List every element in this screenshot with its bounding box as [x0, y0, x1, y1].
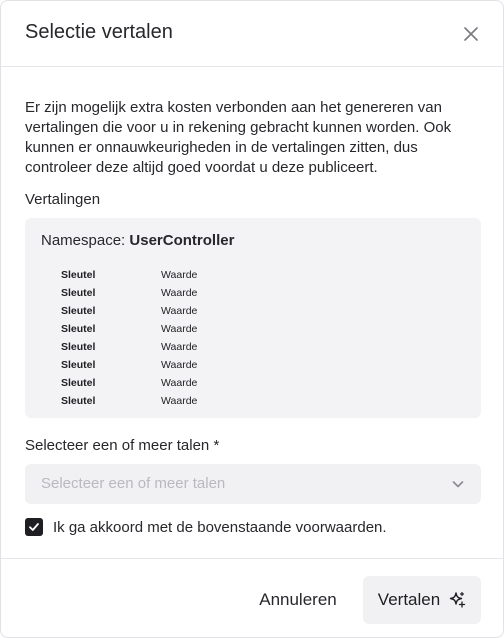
translation-key: Sleutel	[61, 377, 96, 389]
languages-select[interactable]	[25, 464, 481, 504]
translation-row	[61, 266, 465, 284]
translation-key: Sleutel	[61, 269, 96, 281]
close-icon	[464, 27, 478, 41]
translations-label: Vertalingen	[25, 191, 101, 208]
dialog-footer	[1, 558, 503, 638]
translation-value: Waarde	[161, 377, 198, 389]
translation-key: Sleutel	[61, 359, 96, 371]
translate-button-label: Vertalen	[377, 590, 441, 609]
translation-value: Waarde	[161, 305, 198, 317]
disclaimer-text: Er zijn mogelijk extra kosten verbonden aan het genereren van vertalingen die voor u in rekening gebracht kunnen worden. Ook kunnen er onnauwkeurigheden in de vertalingen zitten, dus controleer deze altijd goed voordat u deze publiceert.	[25, 99, 452, 176]
agreement-checkbox[interactable]	[25, 518, 43, 536]
translations-preview	[25, 218, 481, 418]
sparkles-icon	[448, 591, 466, 609]
translation-value: Waarde	[161, 323, 198, 335]
translation-row	[61, 356, 465, 374]
translation-row	[61, 302, 465, 320]
languages-select-placeholder: Selecteer een of meer talen	[41, 475, 226, 492]
agreement-label: Ik ga akkoord met de bovenstaande voorwaarden.	[53, 518, 387, 536]
key-value-list	[61, 266, 465, 410]
checkmark-icon	[28, 521, 40, 533]
translation-row	[61, 284, 465, 302]
namespace-prefix: Namespace:	[41, 232, 126, 249]
chevron-down-icon	[451, 477, 465, 491]
translation-value: Waarde	[161, 269, 198, 281]
translation-row	[61, 392, 465, 410]
translation-value: Waarde	[161, 341, 198, 353]
dialog-body	[25, 98, 481, 536]
translation-row	[61, 320, 465, 338]
translation-row	[61, 338, 465, 356]
translation-value: Waarde	[161, 359, 198, 371]
translation-value: Waarde	[161, 287, 198, 299]
translation-value: Waarde	[161, 395, 198, 407]
namespace-line	[41, 232, 465, 250]
translation-key: Sleutel	[61, 305, 96, 317]
dialog-title: Selectie vertalen	[25, 21, 173, 43]
close-button[interactable]	[459, 22, 483, 46]
translate-button[interactable]	[363, 576, 481, 624]
translation-key: Sleutel	[61, 341, 96, 353]
languages-label: Selecteer een of meer talen *	[25, 437, 220, 454]
translation-key: Sleutel	[61, 323, 96, 335]
translation-row	[61, 374, 465, 392]
cancel-button[interactable]: Annuleren	[243, 576, 353, 624]
agreement-row	[25, 518, 481, 536]
translation-key: Sleutel	[61, 395, 96, 407]
dialog-header	[1, 1, 503, 67]
namespace-name: UserController	[129, 232, 235, 249]
translation-key: Sleutel	[61, 287, 96, 299]
